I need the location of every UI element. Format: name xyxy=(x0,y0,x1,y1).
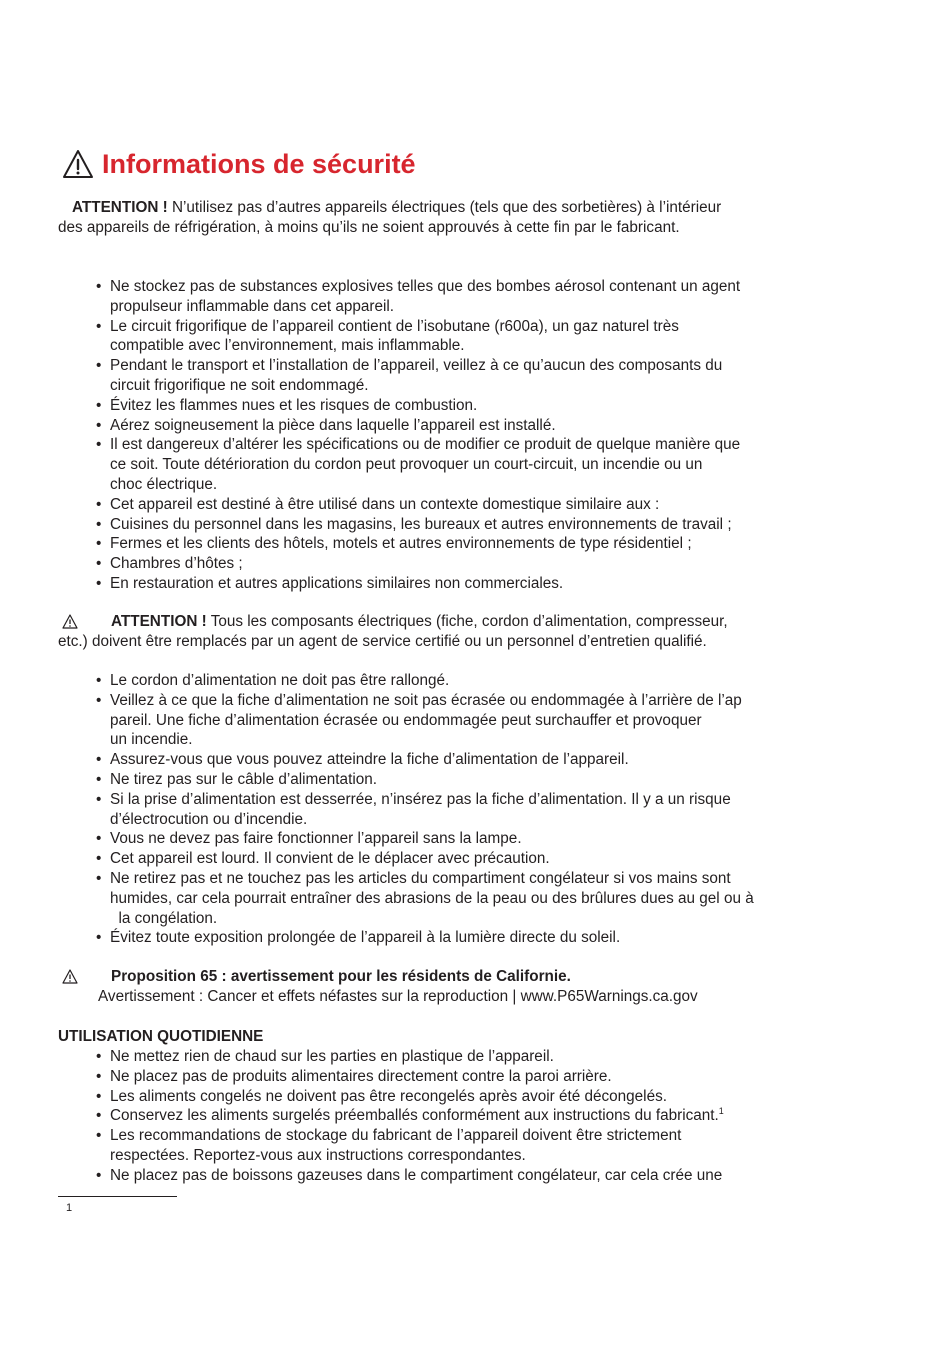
list-item-line: • Ne stockez pas de substances explosives telles que des bombes aérosol contenant un agent xyxy=(110,278,741,295)
list-item-line: propulseur inflammable dans cet appareil. xyxy=(110,297,395,315)
list-item-line: • En restauration et autres applications similaires non commerciales. xyxy=(110,574,564,592)
list-item xyxy=(96,849,754,869)
warning-triangle-icon xyxy=(62,614,78,629)
prop65-block xyxy=(62,967,698,1007)
list-item-line: • Ne retirez pas et ne touchez pas les articles du compartiment congélateur si vos mains sont xyxy=(110,869,731,887)
list-item xyxy=(96,869,754,928)
list-item-line: • Il est dangereux d’altérer les spécifications ou de modifier ce produit de quelque manière que xyxy=(110,436,741,454)
daily-use-list xyxy=(96,1047,724,1186)
warning-triangle-icon xyxy=(62,149,94,179)
list-item-line: • Fermes et les clients des hôtels, motels et autres environnements de type résidentiel ; xyxy=(110,535,692,553)
list-item-line: respectées. Reportez-vous aux instructions correspondantes. xyxy=(110,1146,526,1164)
list-item xyxy=(96,554,740,574)
list-item xyxy=(96,691,754,750)
list-item xyxy=(96,671,754,691)
page-title-text: Informations de sécurité xyxy=(102,149,416,179)
list-item-line: • Assurez-vous que vous pouvez atteindre la fiche d’alimentation de l’appareil. xyxy=(110,751,629,769)
list-item-line: pareil. Une fiche d’alimentation écrasée ou endommagée peut surchauffer et provoquer xyxy=(110,711,702,729)
list-item xyxy=(96,277,740,317)
list-item-line: compatible avec l’environnement, mais inflammable. xyxy=(110,337,465,355)
list-item xyxy=(96,396,740,416)
list-item-line: • Les aliments congelés ne doivent pas être recongelés après avoir été décongelés. xyxy=(110,1087,667,1105)
list-item-line: • Le cordon d’alimentation ne doit pas être rallongé. xyxy=(110,672,450,689)
list-item xyxy=(96,770,754,790)
list-item xyxy=(96,829,754,849)
list-item-line: • Si la prise d’alimentation est desserrée, n’insérez pas la fiche d’alimentation. Il y a un risque xyxy=(110,790,731,808)
list-item xyxy=(96,416,740,436)
list-item-line: • Ne placez pas de boissons gazeuses dans le compartiment congélateur, car cela crée une xyxy=(110,1166,723,1184)
list-item-line: • Aérez soigneusement la pièce dans laquelle l’appareil est installé. xyxy=(110,416,556,434)
prop65-text: Avertissement : Cancer et effets néfastes sur la reproduction | www.P65Warnings.ca.gov xyxy=(98,988,698,1005)
attention-label: ATTENTION ! xyxy=(72,199,168,216)
list-item-line: • Pendant le transport et l’installation de l’appareil, veillez à ce qu’aucun des composants du xyxy=(110,357,723,375)
list-item-line: humides, car cela pourrait entraîner des abrasions de la peau ou des brûlures dues au gel ou à xyxy=(110,889,754,907)
list-item xyxy=(96,317,740,357)
attention-2-line-1: ATTENTION ! Tous les composants électriques (fiche, cordon d’alimentation, compresseur, xyxy=(111,613,728,630)
attention-2-line-2: etc.) doivent être remplacés par un agent de service certifié ou un personnel d’entretien qualifié. xyxy=(58,633,707,650)
footnote-reference: 1 xyxy=(718,1106,724,1117)
list-item xyxy=(96,750,754,770)
footnote-number: 1 xyxy=(66,1202,73,1214)
list-item-line: • Veillez à ce que la fiche d’alimentation ne soit pas écrasée ou endommagée à l’arrière de l’ap xyxy=(110,691,742,709)
daily-use-heading: UTILISATION QUOTIDIENNE xyxy=(58,1028,264,1045)
list-item-line: choc électrique. xyxy=(110,475,218,493)
list-item-line: • Évitez les flammes nues et les risques de combustion. xyxy=(110,396,478,414)
list-item-line: circuit frigorifique ne soit endommagé. xyxy=(110,376,369,394)
list-item-line: la congélation. xyxy=(110,909,218,927)
list-item-line: • Conservez les aliments surgelés préemballés conformément aux instructions du fabricant.$^1$ xyxy=(110,1106,724,1125)
list-item xyxy=(96,495,740,515)
attention-block-2 xyxy=(58,612,902,652)
list-item xyxy=(96,356,740,396)
list-item xyxy=(96,1166,724,1186)
safety-list-1 xyxy=(96,277,740,594)
list-item xyxy=(96,534,740,554)
list-item-line: • Ne placez pas de produits alimentaires directement contre la paroi arrière. xyxy=(110,1067,612,1085)
list-item xyxy=(96,1126,724,1166)
list-item-line: • Chambres d’hôtes ; xyxy=(110,555,243,573)
intro-line-1: ATTENTION ! N’utilisez pas d’autres appareils électriques (tels que des sorbetières) à l’intérieur xyxy=(72,199,722,216)
footnote-divider xyxy=(58,1196,177,1197)
intro-line-2: des appareils de réfrigération, à moins qu’ils ne soient approuvés à cette fin par le fabricant. xyxy=(58,219,680,236)
list-item xyxy=(96,1106,724,1126)
list-item-line: • Ne mettez rien de chaud sur les parties en plastique de l’appareil. xyxy=(110,1048,554,1065)
list-item xyxy=(96,1087,724,1107)
list-item-line: • Vous ne devez pas faire fonctionner l’appareil sans la lampe. xyxy=(110,830,522,848)
list-item-line: d’électrocution ou d’incendie. xyxy=(110,810,308,828)
list-item-line: • Évitez toute exposition prolongée de l’appareil à la lumière directe du soleil. xyxy=(110,929,621,947)
list-item-line: • Ne tirez pas sur le câble d’alimentation. xyxy=(110,770,377,788)
page-title xyxy=(62,146,416,182)
list-item xyxy=(96,1047,724,1067)
warning-triangle-icon xyxy=(62,969,78,984)
list-item-line: • Cet appareil est lourd. Il convient de le déplacer avec précaution. xyxy=(110,850,550,868)
list-item xyxy=(96,1067,724,1087)
list-item xyxy=(96,574,740,594)
list-item xyxy=(96,515,740,535)
safety-list-2 xyxy=(96,671,754,948)
list-item xyxy=(96,435,740,494)
list-item xyxy=(96,790,754,830)
prop65-title: Proposition 65 : avertissement pour les résidents de Californie. xyxy=(111,968,571,985)
list-item-line: ce soit. Toute détérioration du cordon peut provoquer un court-circuit, un incendie ou un xyxy=(110,456,703,474)
list-item-line: • Cet appareil est destiné à être utilisé dans un contexte domestique similaire aux : xyxy=(110,495,660,513)
list-item-line: un incendie. xyxy=(110,731,193,749)
list-item-line: • Cuisines du personnel dans les magasins, les bureaux et autres environnements de travail ; xyxy=(110,515,732,533)
list-item-line: • Les recommandations de stockage du fabricant de l’appareil doivent être strictement xyxy=(110,1127,682,1145)
list-item xyxy=(96,928,754,948)
list-item-line: • Le circuit frigorifique de l’appareil contient de l’isobutane (r600a), un gaz naturel très xyxy=(110,317,679,335)
